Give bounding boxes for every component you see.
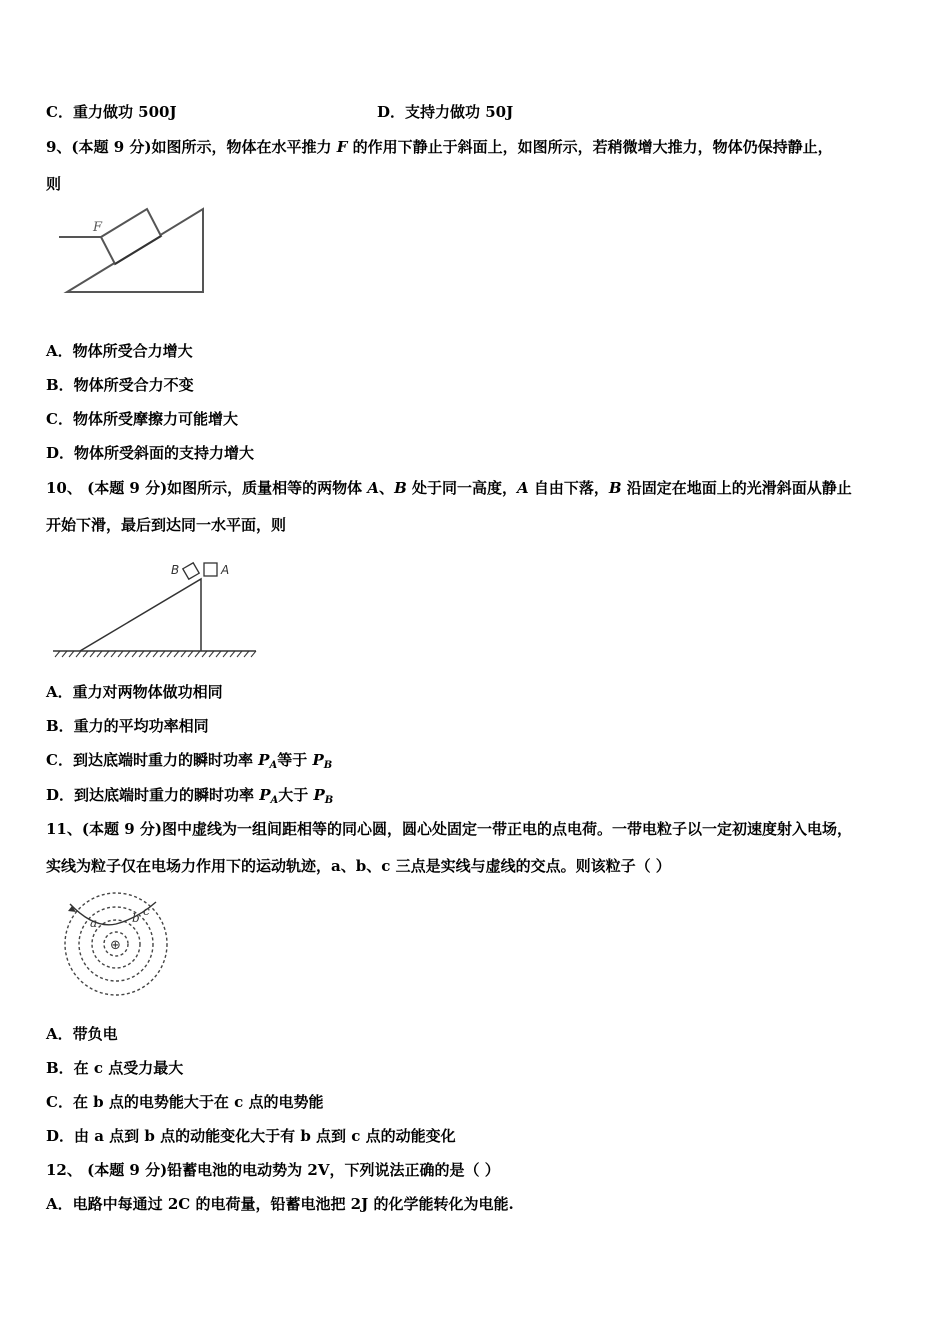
q8-option-c: C．重力做功 500J (46, 103, 177, 121)
q11-stem-line2: 实线为粒子仅在电场力作用下的运动轨迹，a、b、c 三点是实线与虚线的交点。则该粒子（ ） (46, 857, 671, 875)
block (101, 209, 161, 264)
q10-stem-line2: 开始下滑，最后到达同一水平面，则 (46, 516, 287, 534)
q9-incline-figure (55, 203, 210, 298)
q11-option-a: A．带负电 (46, 1025, 118, 1043)
point-a-label: a (90, 916, 98, 930)
q9-stem-line2: 则 (46, 175, 62, 193)
q11-option-d: D．由 a 点到 b 点的动能变化大于有 b 点到 c 点的动能变化 (46, 1127, 456, 1145)
label-b: B (171, 563, 180, 577)
q10-option-c: C．到达底端时重力的瞬时功率 $P_A$等于 $P_B$ (46, 751, 333, 771)
q8-option-d: D．支持力做功 50J (377, 103, 514, 121)
q11-option-b: B．在 c 点受力最大 (46, 1059, 184, 1077)
label-a: A (221, 563, 230, 577)
block-b (183, 563, 199, 579)
q12-option-a: A．电路中每通过 2C 的电荷量，铅蓄电池把 2J 的化学能转化为电能. (46, 1195, 514, 1213)
q10-stem: 10、 (本题 9 分)如图所示，质量相等的两物体 A、B 处于同一高度，A 自由下落，B 沿固定在地面上的光滑斜面从静止 (46, 479, 852, 497)
q10-option-b: B．重力的平均功率相同 (46, 717, 209, 735)
block-a (204, 563, 217, 576)
force-label: F (93, 220, 103, 235)
point-c-label: c (143, 904, 150, 918)
q9-option-d: D．物体所受斜面的支持力增大 (46, 444, 255, 462)
q12-stem: 12、 (本题 9 分)铅蓄电池的电动势为 2V，下列说法正确的是（ ） (46, 1161, 500, 1179)
q9-option-c: C．物体所受摩擦力可能增大 (46, 410, 238, 428)
slope-triangle (80, 579, 201, 651)
q9-option-a: A．物体所受合力增大 (46, 342, 193, 360)
ground-hatching (55, 651, 256, 657)
q10-slope-figure (50, 557, 260, 662)
q10-option-d: D．到达底端时重力的瞬时功率 $P_A$大于 $P_B$ (46, 786, 334, 806)
q11-stem: 11、(本题 9 分)图中虚线为一组间距相等的同心圆，圆心处固定一带正电的点电荷。一带电粒子以一定初速度射入电场， (46, 820, 852, 838)
positive-charge-icon: ⊕ (110, 938, 121, 953)
q11-option-c: C．在 b 点的电势能大于在 c 点的电势能 (46, 1093, 324, 1111)
q11-field-figure (46, 884, 191, 1009)
q9-option-b: B．物体所受合力不变 (46, 376, 194, 394)
q10-option-a: A．重力对两物体做功相同 (46, 683, 223, 701)
point-b-label: b (132, 911, 140, 925)
q9-stem: 9、(本题 9 分)如图所示，物体在水平推力 F 的作用下静止于斜面上，如图所示，若稍微增大推力，物体仍保持静止， (46, 138, 833, 156)
